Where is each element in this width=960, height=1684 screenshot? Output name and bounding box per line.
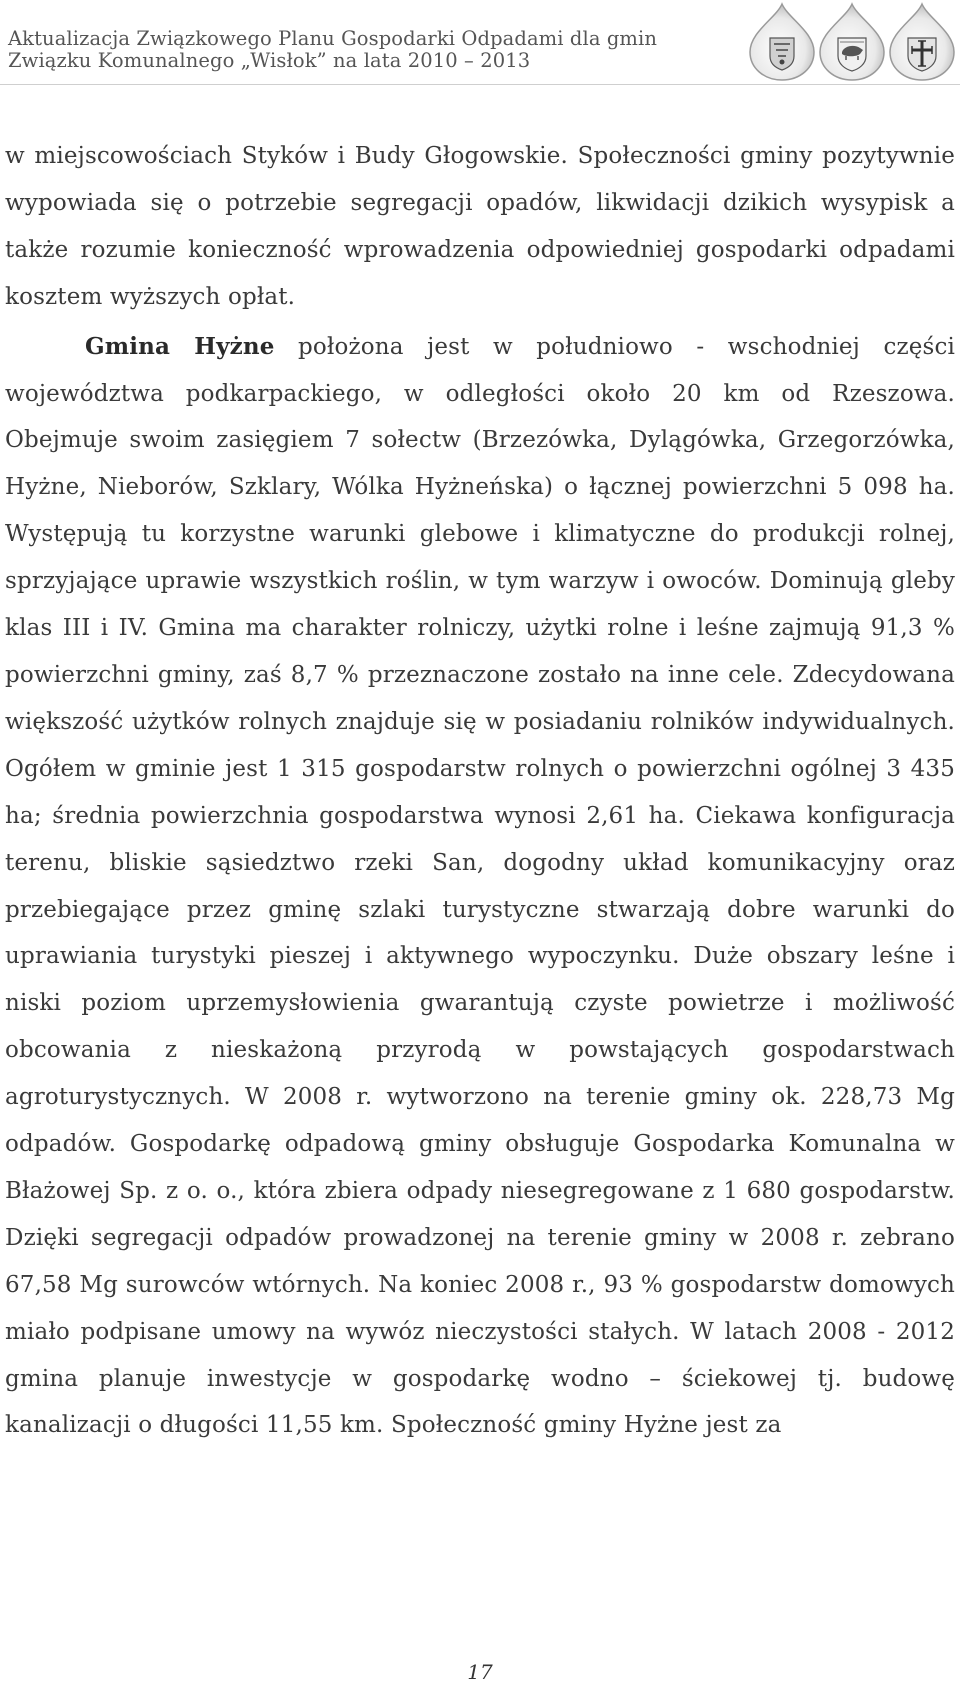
- paragraph-lead-bold: Gmina Hyżne: [85, 332, 275, 360]
- document-body: [5, 133, 955, 1449]
- page-number: 17: [467, 1660, 493, 1684]
- header-title: [8, 28, 657, 72]
- drop-emblem-cross-icon: [890, 4, 954, 80]
- page-header: [0, 0, 960, 92]
- paragraph-text: w miejscowościach Styków i Budy Głogowskie. Społeczności gminy pozytywnie wypowiada się o potrzebie segregacji opadów, likwidacji dzikich wysypisk a także rozumie konieczność wprowadzenia odpowiedniej gospodarki odpadami kosztem wyższych opłat.: [5, 143, 955, 310]
- header-title-line2: Związku Komunalnego „Wisłok” na lata 2010 – 2013: [8, 49, 531, 72]
- paragraph-text: położona jest w południowo - wschodniej części województwa podkarpackiego, w odległości około 20 km od Rzeszowa. Obejmuje swoim zasięgiem 7 sołectw (Brzezówka, Dylągówka, Grzegorzówka, Hyżne, Nieborów, Szklary, Wólka Hyżneńska) o łącznej powierzchni 5 098 ha. Występują tu korzystne warunki glebowe i klimatyczne do produkcji rolnej, sprzyjające uprawie wszystkich roślin, w tym warzyw i owoców. Dominują gleby klas III i IV. Gmina ma charakter rolniczy, użytki rolne i leśne zajmują 91,3 % powierzchni gminy, zaś 8,7 % przeznaczone zostało na inne cele. Zdecydowana większość użytków rolnych znajduje się w posiadaniu rolników indywidualnych. Ogółem w gminie jest 1 315 gospodarstw rolnych o powierzchni ogólnej 3 435 ha; średnia powierzchnia gospodarstwa wynosi 2,61 ha. Ciekawa konfiguracja terenu, bliskie sąsiedztwo rzeki San, dogodny układ komunikacyjny oraz przebiegające przez gminę szlaki turystyczne stwarzają dobre warunki do uprawiania turystyki pieszej i aktywnego wypoczynku. Duże obszary leśne i niski poziom uprzemysłowienia gwarantują czyste powietrze i możliwość obcowania z nieskażoną przyrodą w powstających gospodarstwach agroturystycznych. W 2008 r. wytworzono na terenie gminy ok. 228,73 Mg odpadów. Gospodarkę odpadową gminy obsługuje Gospodarka Komunalna w Błażowej Sp. z o. o., która zbiera odpady niesegregowane z 1 680 gospodarstw. Dzięki segregacji odpadów prowadzonej na terenie gminy w 2008 r. zebrano 67,58 Mg surowców wtórnych. Na koniec 2008 r., 93 % gospodarstw domowych miało podpisane umowy na wywóz nieczystości stałych. W latach 2008 - 2012 gmina planuje inwestycje w gospodarkę wodno – ściekowej tj. budowę kanalizacji o długości 11,55 km. Społeczność gminy Hyżne jest za: [5, 333, 955, 1439]
- municipal-logos: [742, 2, 960, 82]
- paragraph: [5, 324, 955, 1450]
- header-title-line1: Aktualizacja Związkowego Planu Gospodarki Odpadami dla gmin: [8, 27, 658, 50]
- drop-emblem-coat-of-arms-icon: [750, 4, 814, 80]
- header-divider: [0, 84, 960, 85]
- drop-emblem-boar-icon: [820, 4, 884, 80]
- paragraph: [5, 133, 955, 321]
